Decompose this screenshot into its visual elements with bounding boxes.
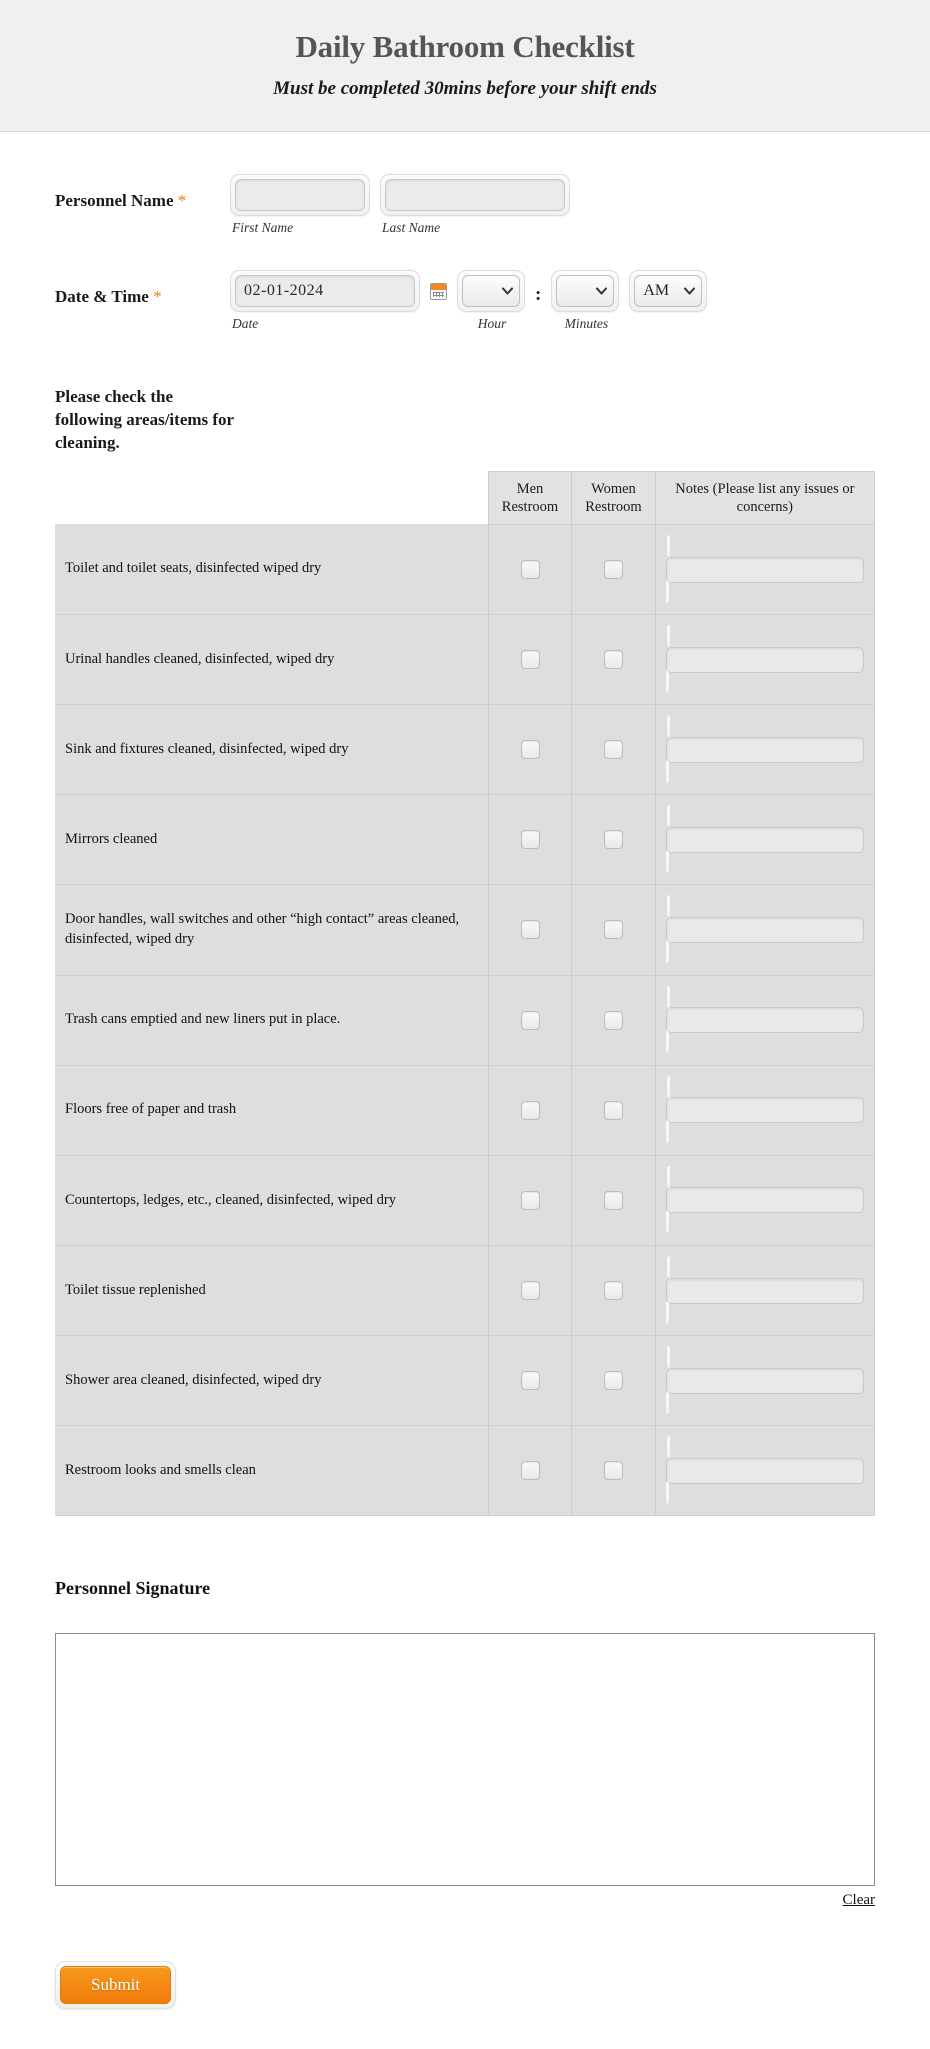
notes-cell [655,1245,874,1335]
submit-button-wrapper [55,1961,176,2009]
ampm-select-box [634,275,702,307]
checkbox-cell-men [488,1245,571,1335]
notes-input-wrapper [666,985,864,1055]
checkbox-cell-men [488,705,571,795]
notes-input[interactable] [666,557,864,583]
required-asterisk: * [153,286,162,306]
checklist-item-label: Restroom looks and smells clean [55,1426,488,1516]
last-name-input[interactable] [385,179,565,211]
clear-signature-link[interactable]: Clear [842,1892,875,1909]
first-name-wrapper [230,174,370,216]
checkbox-women-restroom[interactable] [604,650,623,669]
checkbox-men-restroom[interactable] [521,1371,540,1390]
checkbox-cell-women [572,885,655,975]
checkbox-cell-men [488,1426,571,1516]
last-name-group [380,174,570,236]
checklist-item-label: Shower area cleaned, disinfected, wiped dry [55,1336,488,1426]
checkbox-women-restroom[interactable] [604,740,623,759]
notes-input-wrapper [666,804,864,874]
notes-cell [655,885,874,975]
table-row [55,1426,875,1516]
hour-wrapper [457,270,525,312]
personnel-name-label [55,174,230,211]
checklist-table-head [55,471,875,524]
personnel-name-field [55,174,875,236]
table-row [55,1065,875,1155]
last-name-wrapper [380,174,570,216]
checklist-item-label: Toilet and toilet seats, disinfected wiped dry [55,524,488,614]
checkbox-men-restroom[interactable] [521,1191,540,1210]
first-name-input[interactable] [235,179,365,211]
notes-input-wrapper [666,1165,864,1235]
checkbox-cell-women [572,615,655,705]
notes-input[interactable] [666,1187,864,1213]
notes-cell [655,615,874,705]
notes-cell [655,975,874,1065]
notes-input-wrapper [666,534,864,604]
time-separator: : [535,283,542,305]
ampm-select[interactable] [634,275,702,307]
notes-input[interactable] [666,737,864,763]
minutes-select[interactable] [556,275,614,307]
checkbox-cell-women [572,1426,655,1516]
notes-input-wrapper [666,1255,864,1325]
checklist-table [55,471,875,1517]
notes-input[interactable] [666,1097,864,1123]
column-header-item [55,471,488,524]
checkbox-cell-men [488,1155,571,1245]
checkbox-men-restroom[interactable] [521,1101,540,1120]
signature-pad[interactable] [55,1633,875,1886]
minutes-select-box [556,275,614,307]
notes-input[interactable] [666,917,864,943]
signature-section [55,1633,875,1909]
checkbox-women-restroom[interactable] [604,920,623,939]
checkbox-men-restroom[interactable] [521,560,540,579]
notes-input[interactable] [666,1278,864,1304]
notes-input-wrapper [666,894,864,964]
checkbox-cell-women [572,1336,655,1426]
checkbox-cell-women [572,705,655,795]
notes-input-wrapper [666,1435,864,1505]
checkbox-women-restroom[interactable] [604,1371,623,1390]
minutes-group [551,270,619,332]
notes-cell [655,1426,874,1516]
checkbox-cell-men [488,885,571,975]
form-body [0,132,930,2009]
date-time-controls [230,270,707,332]
calendar-icon[interactable] [430,283,447,300]
checkbox-cell-women [572,795,655,885]
page-subtitle: Must be completed 30mins before your shift ends [273,78,657,100]
signature-clear-row [55,1891,875,1909]
submit-button[interactable]: Submit [60,1966,171,2004]
checkbox-cell-men [488,795,571,885]
checkbox-cell-women [572,975,655,1065]
notes-cell [655,524,874,614]
hour-select-box [462,275,520,307]
column-header-women: Women Restroom [572,471,655,524]
checkbox-cell-women [572,1245,655,1335]
hour-group [457,270,525,332]
checkbox-women-restroom[interactable] [604,1461,623,1480]
table-row [55,615,875,705]
checklist-item-label: Urinal handles cleaned, disinfected, wiped dry [55,615,488,705]
ampm-group [629,270,707,312]
date-sublabel: Date [232,315,259,331]
checkbox-cell-men [488,524,571,614]
personnel-name-controls [230,174,570,236]
table-row [55,1336,875,1426]
checklist-item-label: Door handles, wall switches and other “high contact” areas cleaned, disinfected, wiped dry [55,885,488,975]
checkbox-cell-men [488,615,571,705]
notes-input[interactable] [666,827,864,853]
checkbox-cell-men [488,1336,571,1426]
checkbox-women-restroom[interactable] [604,830,623,849]
table-row [55,524,875,614]
date-wrapper [230,270,420,312]
checkbox-women-restroom[interactable] [604,1281,623,1300]
checklist-instruction: Please check the following areas/items for cleaning. [55,386,234,452]
first-name-group [230,174,370,236]
checkbox-men-restroom[interactable] [521,1461,540,1480]
checklist-item-label: Toilet tissue replenished [55,1245,488,1335]
checkbox-women-restroom[interactable] [604,560,623,579]
column-header-men: Men Restroom [488,471,571,524]
table-header-row [55,471,875,524]
notes-input[interactable] [666,647,864,673]
checklist-item-label: Floors free of paper and trash [55,1065,488,1155]
notes-cell [655,795,874,885]
table-row [55,1155,875,1245]
notes-cell [655,1065,874,1155]
page-title: Daily Bathroom Checklist [295,29,635,64]
date-time-label-text: Date & Time [55,286,149,306]
checklist-item-label: Trash cans emptied and new liners put in place. [55,975,488,1065]
checkbox-cell-men [488,975,571,1065]
required-asterisk: * [177,190,187,210]
column-header-notes: Notes (Please list any issues or concerns) [655,471,874,524]
first-name-sublabel: First Name [232,219,294,235]
notes-input-wrapper [666,624,864,694]
checklist-item-label: Mirrors cleaned [55,795,488,885]
hour-select[interactable] [462,275,520,307]
table-row [55,975,875,1065]
personnel-name-label-text: Personnel Name [55,190,174,210]
date-time-label [55,270,230,307]
checkbox-men-restroom[interactable] [521,830,540,849]
minutes-sublabel: Minutes [564,315,609,331]
checkbox-cell-men [488,1065,571,1155]
date-group [230,270,420,332]
checkbox-cell-women [572,524,655,614]
notes-input-wrapper [666,1075,864,1145]
notes-input[interactable] [666,1007,864,1033]
checkbox-women-restroom[interactable] [604,1101,623,1120]
date-time-field [55,270,875,332]
notes-input-wrapper [666,1345,864,1415]
last-name-sublabel: Last Name [382,219,441,235]
checkbox-cell-women [572,1155,655,1245]
notes-input[interactable] [666,1368,864,1394]
table-row [55,795,875,885]
checkbox-men-restroom[interactable] [521,1281,540,1300]
notes-input-wrapper [666,714,864,784]
table-row [55,885,875,975]
checklist-item-label: Countertops, ledges, etc., cleaned, disinfected, wiped dry [55,1155,488,1245]
checkbox-men-restroom[interactable] [521,650,540,669]
checklist-table-body [55,524,875,1515]
table-row [55,705,875,795]
minutes-wrapper [551,270,619,312]
notes-cell [655,1336,874,1426]
checklist-item-label: Sink and fixtures cleaned, disinfected, wiped dry [55,705,488,795]
checkbox-cell-women [572,1065,655,1155]
date-input[interactable] [235,275,415,307]
table-row [55,1245,875,1335]
hour-sublabel: Hour [477,315,507,331]
notes-input[interactable] [666,1458,864,1484]
checkbox-women-restroom[interactable] [604,1191,623,1210]
ampm-wrapper [629,270,707,312]
checkbox-women-restroom[interactable] [604,1011,623,1030]
checkbox-men-restroom[interactable] [521,1011,540,1030]
submit-area [55,1961,875,2009]
form-header [0,0,930,132]
checkbox-men-restroom[interactable] [521,920,540,939]
checkbox-men-restroom[interactable] [521,740,540,759]
notes-cell [655,705,874,795]
notes-cell [655,1155,874,1245]
signature-title: Personnel Signature [55,1578,211,1599]
